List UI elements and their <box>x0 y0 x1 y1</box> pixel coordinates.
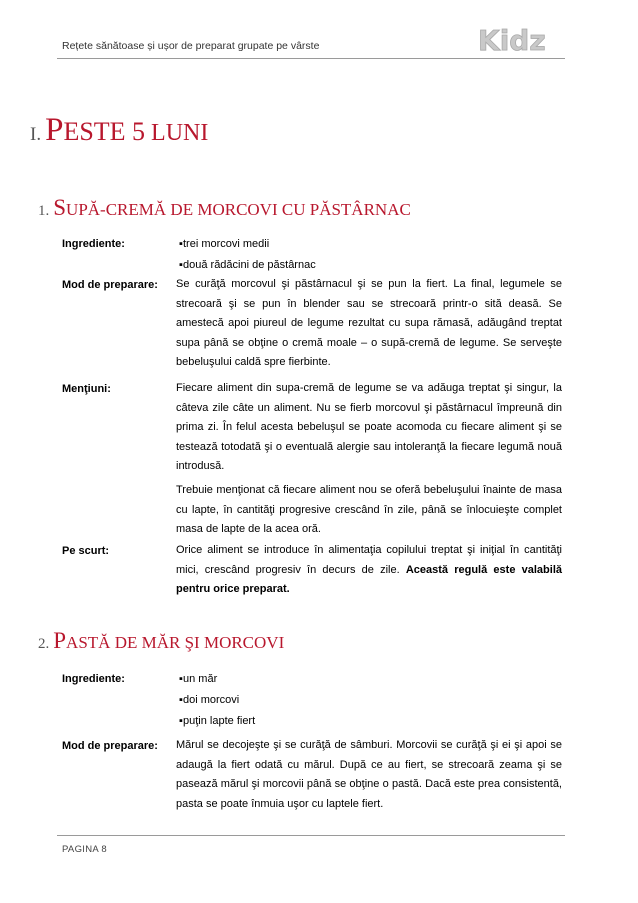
recipe-1-heading <box>38 195 411 221</box>
recipe-1-first-letter: S <box>53 195 67 220</box>
recipe-2-number: 2. <box>38 636 50 652</box>
recipe-2-first-letter: P <box>53 628 67 653</box>
kidz-logo <box>476 24 560 56</box>
notes-paragraph-1: Fiecare aliment din supa-cremă de legume se va adăuga treptat şi singur, la câteva zile câte un aliment. Nu se fierb morcovul şi păstârnacul împreună din prima zi. În felul acesta bebeluşul se poate acomoda cu fiecare aliment şi se testează totodată şi o eventuală alergie sau intoleranţă la fiecare legumă nouă introdusă. <box>176 382 562 473</box>
chapter-title-rest: LUNI <box>145 120 209 146</box>
summary-text <box>176 541 562 600</box>
method-label: Mod de preparare: <box>62 279 158 291</box>
header-title: Rețete sănătoase și ușor de preparat grupate pe vârste <box>62 40 320 52</box>
method-text: Se curăţă morcovul şi păstârnacul şi se pun la fiert. La final, legumele se strecoară şi se pun în blender sau se strecoară printr-o sită deasă. Se amestecă apoi piureul de legume rezultat cu supa rămasă, adăugând treptat supa până se obţine o cremă moale – o supă-cremă de legume. Se serveşte bebeluşului caldă spre fierbinte. <box>176 278 562 369</box>
chapter-heading <box>30 112 208 149</box>
summary-bold: Această regulă este valabilă pentru orice preparat. <box>176 563 562 596</box>
bullet: ▪ <box>179 259 183 271</box>
header-divider <box>57 58 565 59</box>
ingredient-item: trei morcovi medii <box>183 238 270 250</box>
footer-divider <box>57 835 565 836</box>
chapter-title-main: ESTE 5 <box>63 117 146 146</box>
ingredient-item: puţin lapte fiert <box>183 715 256 727</box>
bullet: ▪ <box>179 238 183 250</box>
method-label: Mod de preparare: <box>62 740 158 752</box>
summary-label: Pe scurt: <box>62 545 110 557</box>
ingredient-item: doi morcovi <box>183 694 240 706</box>
svg-text:Kidz: Kidz <box>478 24 546 56</box>
chapter-number: I. <box>30 124 42 145</box>
notes-paragraph-2: Trebuie menţionat că fiecare aliment nou se oferă bebeluşului înainte de masa cu lapte, în cantităţi progresive crescând în zile, până se înlocuieşte complet masa de lapte de la acea oră. <box>176 484 562 536</box>
page-number: PAGINA 8 <box>62 844 107 855</box>
method-text: Mărul se decojeşte şi se curăţă de sâmburi. Morcovii se curăţă şi ei şi apoi se adaugă la fiert odată cu mărul. După ce au fiert, se strecoară zeama şi se pasează mărul şi morcovii până se obţine o pastă. Dacă este prea consistentă, pasta se poate înmuia uşor cu laptele fiert. <box>176 739 562 810</box>
summary-body: Orice aliment se introduce în alimentaţia copilului treptat şi iniţial în cantităţi mici, crescând progresiv în decurs de zile. <box>176 544 562 576</box>
bullet: ▪ <box>179 694 183 706</box>
ingredients-label: Ingrediente: <box>62 238 125 250</box>
ingredient-item: două rădăcini de păstârnac <box>183 259 316 271</box>
chapter-first-letter: P <box>45 112 64 148</box>
recipe-1-title: UPĂ-CREMĂ DE MORCOVI CU PĂSTÂRNAC <box>66 200 411 219</box>
ingredients-label: Ingrediente: <box>62 673 125 685</box>
bullet: ▪ <box>179 715 183 727</box>
notes-label: Menţiuni: <box>62 383 111 395</box>
ingredient-item: un măr <box>183 673 218 685</box>
recipe-2-title: ASTĂ DE MĂR ŞI MORCOVI <box>66 633 285 652</box>
recipe-1-number: 1. <box>38 203 50 219</box>
recipe-2-heading <box>38 628 284 654</box>
bullet: ▪ <box>179 673 183 685</box>
